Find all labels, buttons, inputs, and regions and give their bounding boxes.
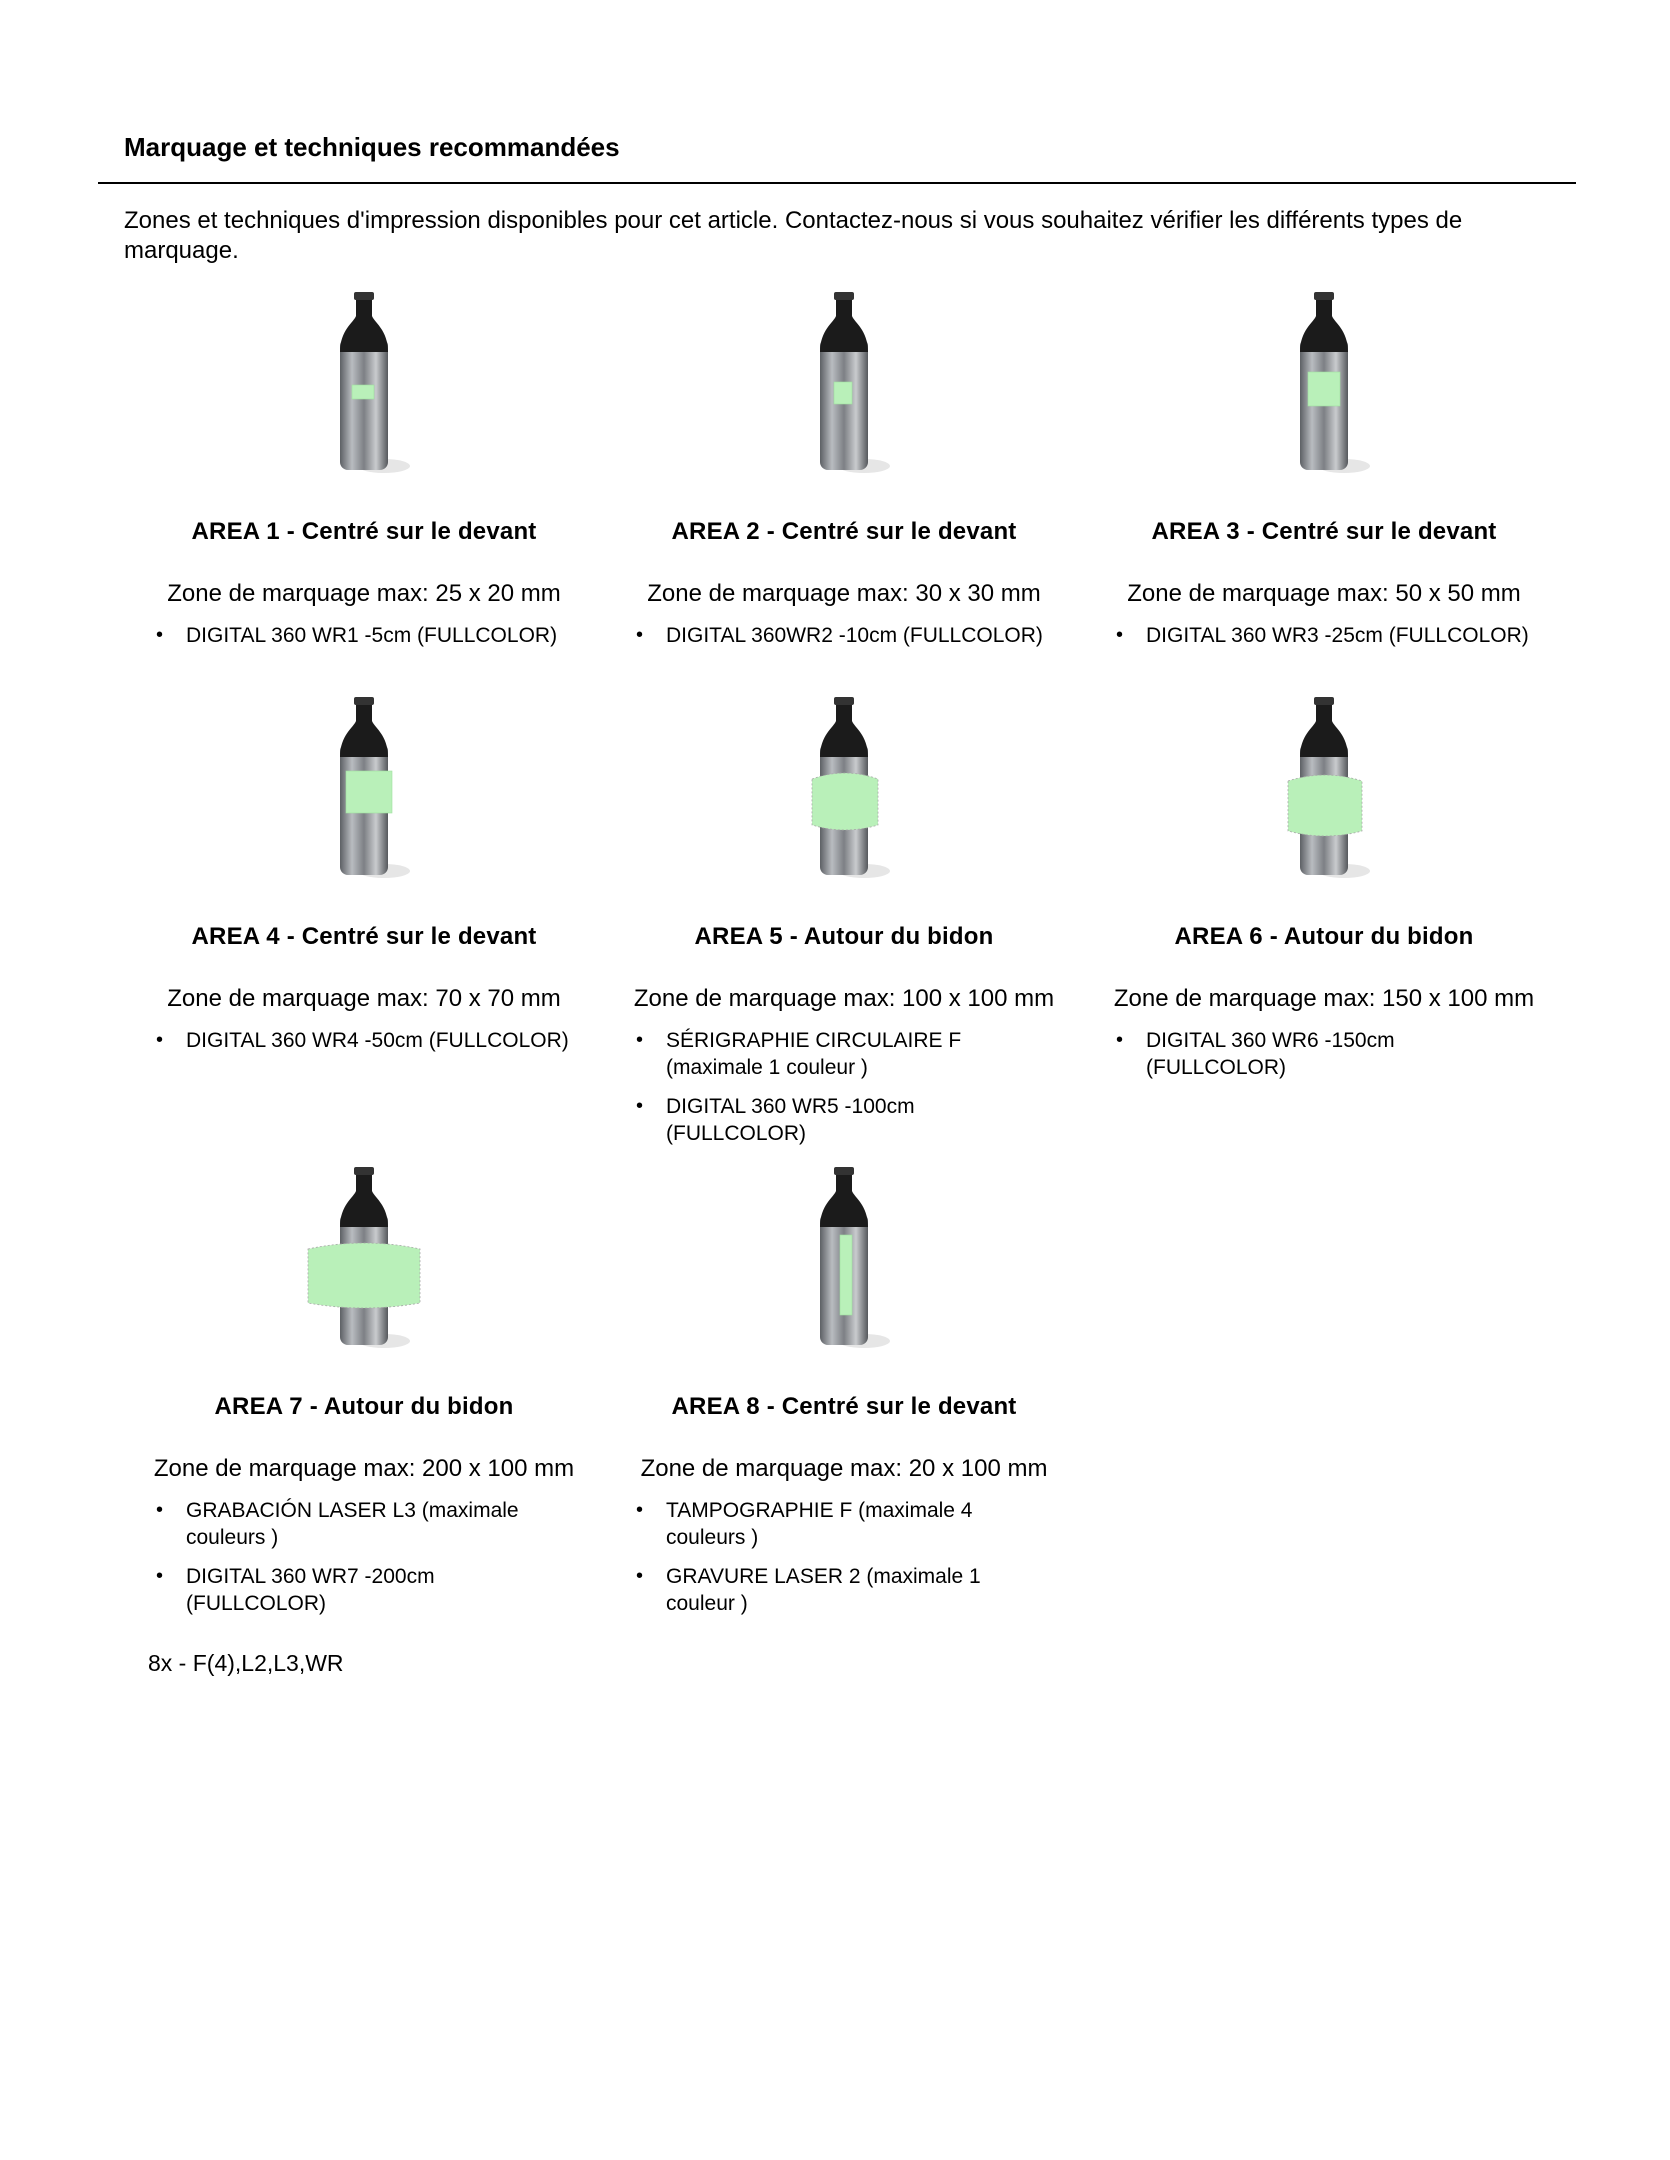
technique-codes: 8x - F(4),L2,L3,WR [148, 1650, 344, 1676]
technique-item [154, 622, 574, 649]
bottle-cap [820, 701, 868, 757]
bottle-icon [1264, 695, 1384, 885]
technique-item [1114, 622, 1534, 649]
bottle-cap [1300, 296, 1348, 352]
marking-area [812, 773, 878, 830]
bottle-icon [304, 290, 424, 480]
bottle-cap-top [834, 1167, 854, 1175]
technique-item [1114, 1027, 1534, 1081]
technique-list [154, 1497, 574, 1629]
marking-area [1288, 775, 1362, 836]
bullet-icon: • [156, 624, 164, 646]
technique-item [634, 1497, 1054, 1551]
bottle-icon [1264, 290, 1384, 480]
bottle-cap [340, 296, 388, 352]
bottle-image [604, 695, 1084, 885]
area-title: AREA 6 - Autour du bidon [1174, 923, 1474, 950]
area-title: AREA 4 - Centré sur le devant [191, 923, 537, 950]
marking-area [840, 1235, 852, 1315]
technique-label: DIGITAL 360 WR5 -100cm (FULLCOLOR) [666, 1095, 915, 1145]
bottle-cap-top [354, 292, 374, 300]
bottle-icon [304, 695, 424, 885]
bottle-image [124, 1165, 604, 1355]
bullet-icon: • [1116, 1029, 1124, 1051]
technique-item [154, 1497, 574, 1551]
bullet-icon: • [156, 1499, 164, 1521]
technique-list [634, 622, 1054, 661]
bullet-icon: • [156, 1029, 164, 1051]
bullet-icon: • [636, 1095, 644, 1117]
bullet-icon: • [636, 624, 644, 646]
bottle-body [340, 338, 388, 470]
area-title: AREA 1 - Centré sur le devant [191, 518, 537, 545]
marking-area [346, 771, 392, 813]
marking-zone-size: Zone de marquage max: 200 x 100 mm [153, 1455, 575, 1482]
technique-item [634, 622, 1054, 649]
technique-list [634, 1497, 1054, 1629]
marking-area [1308, 372, 1340, 406]
bullet-icon: • [156, 1565, 164, 1587]
intro-text: Zones et techniques d'impression disponibles pour cet article. Contactez-nous si vous souhaitez vérifier les différents types de marquage. [124, 207, 1463, 264]
area-title: AREA 2 - Centré sur le devant [671, 518, 1017, 545]
area-title: AREA 3 - Centré sur le devant [1151, 518, 1497, 545]
marking-zone-size: Zone de marquage max: 50 x 50 mm [1127, 580, 1521, 607]
technique-label: DIGITAL 360 WR4 -50cm (FULLCOLOR) [186, 1029, 569, 1052]
marking-area [834, 382, 852, 404]
bottle-cap [820, 1171, 868, 1227]
technique-label: DIGITAL 360 WR1 -5cm (FULLCOLOR) [186, 624, 558, 647]
bottle-cap-top [834, 697, 854, 705]
technique-list [1114, 622, 1534, 661]
bottle-icon [304, 1165, 424, 1355]
bottle-cap [340, 701, 388, 757]
bottle-cap [820, 296, 868, 352]
bullet-icon: • [636, 1565, 644, 1587]
marking-zone-size: Zone de marquage max: 30 x 30 mm [647, 580, 1041, 607]
bottle-cap-top [834, 292, 854, 300]
technique-list [634, 1027, 1054, 1159]
bottle-cap-top [1314, 697, 1334, 705]
marking-area [308, 1243, 420, 1308]
marking-zone-size: Zone de marquage max: 25 x 20 mm [167, 580, 561, 607]
technique-item [634, 1093, 1054, 1147]
page-title: Marquage et techniques recommandées [124, 132, 620, 162]
bottle-image [1084, 695, 1564, 885]
technique-item [634, 1563, 1054, 1617]
bullet-icon: • [636, 1499, 644, 1521]
bottle-image [124, 695, 604, 885]
technique-item [154, 1563, 574, 1617]
technique-label: DIGITAL 360 WR3 -25cm (FULLCOLOR) [1146, 624, 1529, 647]
technique-label: SÉRIGRAPHIE CIRCULAIRE F (maximale 1 couleur ) [666, 1029, 962, 1079]
area-title: AREA 8 - Centré sur le devant [671, 1393, 1017, 1420]
bullet-icon: • [636, 1029, 644, 1051]
technique-list [1114, 1027, 1534, 1093]
bottle-icon [784, 290, 904, 480]
technique-label: GRAVURE LASER 2 (maximale 1 couleur ) [666, 1565, 981, 1615]
bottle-cap-top [1314, 292, 1334, 300]
technique-item [634, 1027, 1054, 1081]
bottle-image [604, 290, 1084, 480]
bottle-icon [784, 695, 904, 885]
area-title: AREA 5 - Autour du bidon [694, 923, 994, 950]
bottle-image [124, 290, 604, 480]
marking-zone-size: Zone de marquage max: 150 x 100 mm [1113, 985, 1535, 1012]
title-divider [98, 182, 1576, 184]
marking-area [352, 385, 374, 399]
marking-zone-size: Zone de marquage max: 20 x 100 mm [640, 1455, 1048, 1482]
technique-label: GRABACIÓN LASER L3 (maximale couleurs ) [186, 1499, 519, 1549]
technique-item [154, 1027, 574, 1054]
area-title: AREA 7 - Autour du bidon [214, 1393, 514, 1420]
technique-label: DIGITAL 360WR2 -10cm (FULLCOLOR) [666, 624, 1043, 647]
bottle-image [604, 1165, 1084, 1355]
bottle-image [1084, 290, 1564, 480]
bottle-cap [1300, 701, 1348, 757]
marking-zone-size: Zone de marquage max: 70 x 70 mm [167, 985, 561, 1012]
technique-label: DIGITAL 360 WR7 -200cm (FULLCOLOR) [186, 1565, 435, 1615]
technique-label: DIGITAL 360 WR6 -150cm (FULLCOLOR) [1146, 1029, 1395, 1079]
marking-zone-size: Zone de marquage max: 100 x 100 mm [633, 985, 1055, 1012]
technique-list [154, 622, 574, 661]
bottle-cap-top [354, 697, 374, 705]
bottle-cap [340, 1171, 388, 1227]
bottle-cap-top [354, 1167, 374, 1175]
bottle-icon [784, 1165, 904, 1355]
technique-list [154, 1027, 574, 1066]
technique-label: TAMPOGRAPHIE F (maximale 4 couleurs ) [666, 1499, 973, 1549]
bullet-icon: • [1116, 624, 1124, 646]
